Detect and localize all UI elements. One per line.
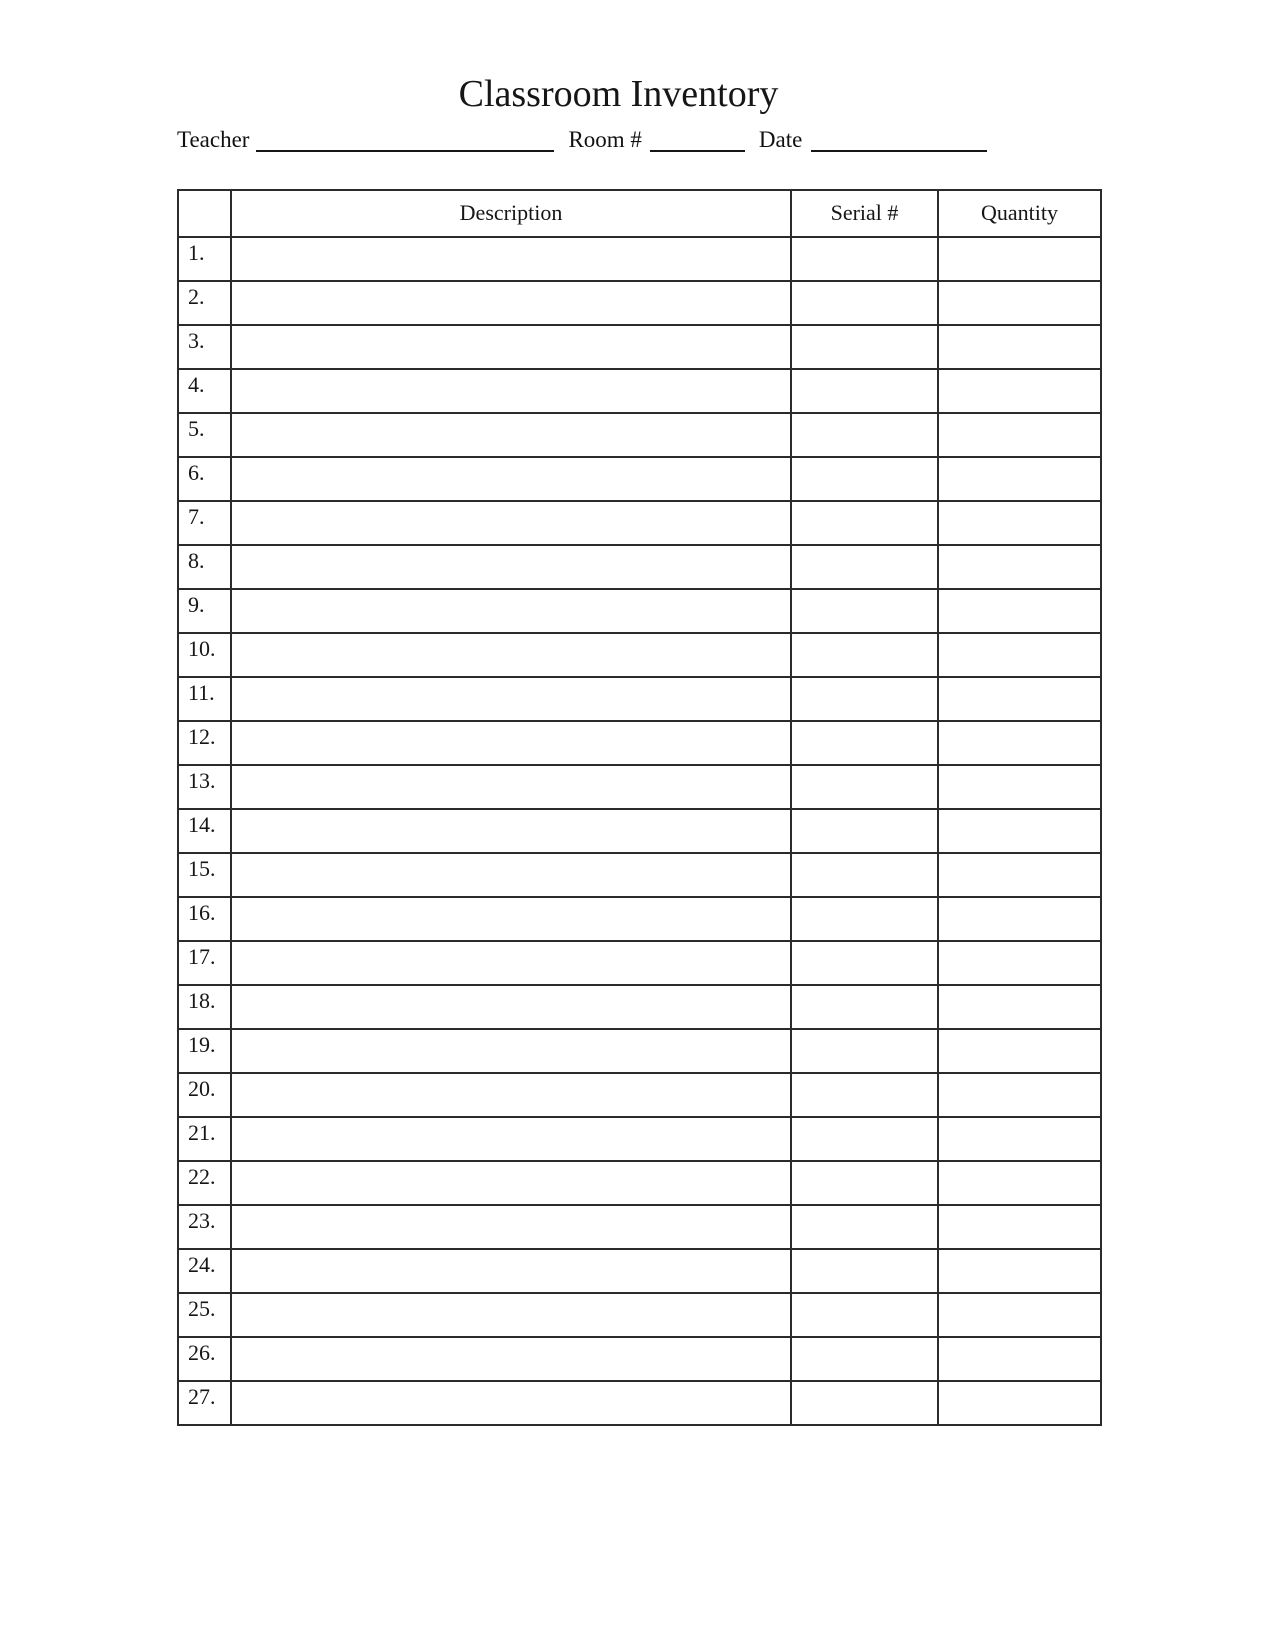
row-quantity-cell[interactable]	[938, 281, 1101, 325]
col-header-row-number	[178, 190, 231, 237]
row-serial-cell[interactable]	[791, 589, 938, 633]
table-row	[178, 325, 1101, 369]
row-number: 11.	[178, 677, 231, 721]
row-quantity-cell[interactable]	[938, 809, 1101, 853]
row-number: 27.	[178, 1381, 231, 1425]
table-row	[178, 545, 1101, 589]
row-serial-cell[interactable]	[791, 1117, 938, 1161]
row-serial-cell[interactable]	[791, 1293, 938, 1337]
row-description-cell[interactable]	[231, 369, 791, 413]
row-description-cell[interactable]	[231, 501, 791, 545]
row-quantity-cell[interactable]	[938, 985, 1101, 1029]
page-title: Classroom Inventory	[458, 73, 779, 115]
row-description-cell[interactable]	[231, 1249, 791, 1293]
row-description-cell[interactable]	[231, 1161, 791, 1205]
row-serial-cell[interactable]	[791, 985, 938, 1029]
row-number: 2.	[178, 281, 231, 325]
table-row	[178, 633, 1101, 677]
row-quantity-cell[interactable]	[938, 1249, 1101, 1293]
row-quantity-cell[interactable]	[938, 1293, 1101, 1337]
row-serial-cell[interactable]	[791, 501, 938, 545]
row-number: 21.	[178, 1117, 231, 1161]
row-description-cell[interactable]	[231, 809, 791, 853]
table-row	[178, 1205, 1101, 1249]
row-quantity-cell[interactable]	[938, 325, 1101, 369]
row-quantity-cell[interactable]	[938, 721, 1101, 765]
table-row	[178, 985, 1101, 1029]
date-label: Date	[758, 126, 803, 152]
row-quantity-cell[interactable]	[938, 897, 1101, 941]
row-description-cell[interactable]	[231, 1293, 791, 1337]
row-description-cell[interactable]	[231, 1029, 791, 1073]
row-number: 4.	[178, 369, 231, 413]
row-description-cell[interactable]	[231, 633, 791, 677]
row-serial-cell[interactable]	[791, 633, 938, 677]
row-description-cell[interactable]	[231, 545, 791, 589]
row-serial-cell[interactable]	[791, 897, 938, 941]
table-row	[178, 237, 1101, 281]
row-serial-cell[interactable]	[791, 1205, 938, 1249]
row-description-cell[interactable]	[231, 941, 791, 985]
table-row	[178, 589, 1101, 633]
table-row	[178, 1381, 1101, 1425]
table-row	[178, 1293, 1101, 1337]
row-quantity-cell[interactable]	[938, 1337, 1101, 1381]
row-quantity-cell[interactable]	[938, 369, 1101, 413]
row-number: 22.	[178, 1161, 231, 1205]
row-description-cell[interactable]	[231, 589, 791, 633]
row-quantity-cell[interactable]	[938, 589, 1101, 633]
row-description-cell[interactable]	[231, 237, 791, 281]
row-quantity-cell[interactable]	[938, 1073, 1101, 1117]
row-description-cell[interactable]	[231, 281, 791, 325]
row-number: 9.	[178, 589, 231, 633]
row-serial-cell[interactable]	[791, 1161, 938, 1205]
room-number-input-line[interactable]	[650, 124, 745, 152]
row-number: 17.	[178, 941, 231, 985]
row-number: 26.	[178, 1337, 231, 1381]
row-description-cell[interactable]	[231, 985, 791, 1029]
row-quantity-cell[interactable]	[938, 237, 1101, 281]
row-number: 6.	[178, 457, 231, 501]
table-row	[178, 457, 1101, 501]
row-description-cell[interactable]	[231, 677, 791, 721]
room-number-label: Room #	[568, 126, 642, 152]
row-description-cell[interactable]	[231, 1073, 791, 1117]
row-description-cell[interactable]	[231, 721, 791, 765]
row-description-cell[interactable]	[231, 1205, 791, 1249]
teacher-input-line[interactable]	[256, 124, 554, 152]
row-serial-cell[interactable]	[791, 941, 938, 985]
row-serial-cell[interactable]	[791, 413, 938, 457]
table-row	[178, 941, 1101, 985]
row-number: 1.	[178, 237, 231, 281]
row-quantity-cell[interactable]	[938, 677, 1101, 721]
row-number: 13.	[178, 765, 231, 809]
date-input-line[interactable]	[811, 124, 987, 152]
table-header-row	[178, 190, 1101, 237]
table-row	[178, 413, 1101, 457]
row-number: 12.	[178, 721, 231, 765]
row-quantity-cell[interactable]	[938, 1117, 1101, 1161]
row-serial-cell[interactable]	[791, 765, 938, 809]
row-serial-cell[interactable]	[791, 545, 938, 589]
col-header-serial: Serial #	[791, 190, 938, 237]
table-row	[178, 281, 1101, 325]
row-serial-cell[interactable]	[791, 1073, 938, 1117]
row-quantity-cell[interactable]	[938, 413, 1101, 457]
table-row	[178, 1161, 1101, 1205]
table-row	[178, 677, 1101, 721]
table-row	[178, 809, 1101, 853]
row-number: 14.	[178, 809, 231, 853]
row-number: 20.	[178, 1073, 231, 1117]
row-quantity-cell[interactable]	[938, 501, 1101, 545]
row-description-cell[interactable]	[231, 897, 791, 941]
row-number: 18.	[178, 985, 231, 1029]
row-serial-cell[interactable]	[791, 853, 938, 897]
row-serial-cell[interactable]	[791, 237, 938, 281]
table-row	[178, 1073, 1101, 1117]
row-quantity-cell[interactable]	[938, 765, 1101, 809]
row-quantity-cell[interactable]	[938, 1381, 1101, 1425]
inventory-table	[177, 189, 1102, 1426]
table-row	[178, 369, 1101, 413]
row-number: 24.	[178, 1249, 231, 1293]
row-quantity-cell[interactable]	[938, 941, 1101, 985]
table-row	[178, 853, 1101, 897]
row-serial-cell[interactable]	[791, 369, 938, 413]
row-quantity-cell[interactable]	[938, 457, 1101, 501]
col-header-quantity: Quantity	[938, 190, 1101, 237]
table-row	[178, 1249, 1101, 1293]
row-number: 23.	[178, 1205, 231, 1249]
teacher-label: Teacher	[177, 126, 250, 152]
row-serial-cell[interactable]	[791, 281, 938, 325]
row-number: 3.	[178, 325, 231, 369]
row-description-cell[interactable]	[231, 1381, 791, 1425]
row-serial-cell[interactable]	[791, 721, 938, 765]
row-serial-cell[interactable]	[791, 1337, 938, 1381]
row-quantity-cell[interactable]	[938, 1029, 1101, 1073]
row-number: 10.	[178, 633, 231, 677]
table-row	[178, 897, 1101, 941]
table-row	[178, 1117, 1101, 1161]
row-description-cell[interactable]	[231, 457, 791, 501]
form-header-fields	[177, 120, 1100, 152]
row-serial-cell[interactable]	[791, 457, 938, 501]
table-row	[178, 1337, 1101, 1381]
table-row	[178, 765, 1101, 809]
row-number: 19.	[178, 1029, 231, 1073]
row-description-cell[interactable]	[231, 853, 791, 897]
row-serial-cell[interactable]	[791, 1381, 938, 1425]
row-description-cell[interactable]	[231, 325, 791, 369]
row-number: 16.	[178, 897, 231, 941]
row-description-cell[interactable]	[231, 1117, 791, 1161]
row-serial-cell[interactable]	[791, 1029, 938, 1073]
row-number: 8.	[178, 545, 231, 589]
row-number: 5.	[178, 413, 231, 457]
row-description-cell[interactable]	[231, 765, 791, 809]
row-number: 25.	[178, 1293, 231, 1337]
row-quantity-cell[interactable]	[938, 1161, 1101, 1205]
row-quantity-cell[interactable]	[938, 545, 1101, 589]
row-serial-cell[interactable]	[791, 677, 938, 721]
row-quantity-cell[interactable]	[938, 853, 1101, 897]
table-row	[178, 1029, 1101, 1073]
row-description-cell[interactable]	[231, 1337, 791, 1381]
row-number: 7.	[178, 501, 231, 545]
col-header-description: Description	[231, 190, 791, 237]
row-serial-cell[interactable]	[791, 325, 938, 369]
row-serial-cell[interactable]	[791, 809, 938, 853]
table-row	[178, 721, 1101, 765]
row-description-cell[interactable]	[231, 413, 791, 457]
row-serial-cell[interactable]	[791, 1249, 938, 1293]
row-quantity-cell[interactable]	[938, 633, 1101, 677]
table-row	[178, 501, 1101, 545]
row-number: 15.	[178, 853, 231, 897]
row-quantity-cell[interactable]	[938, 1205, 1101, 1249]
classroom-inventory-form	[177, 0, 1100, 1426]
